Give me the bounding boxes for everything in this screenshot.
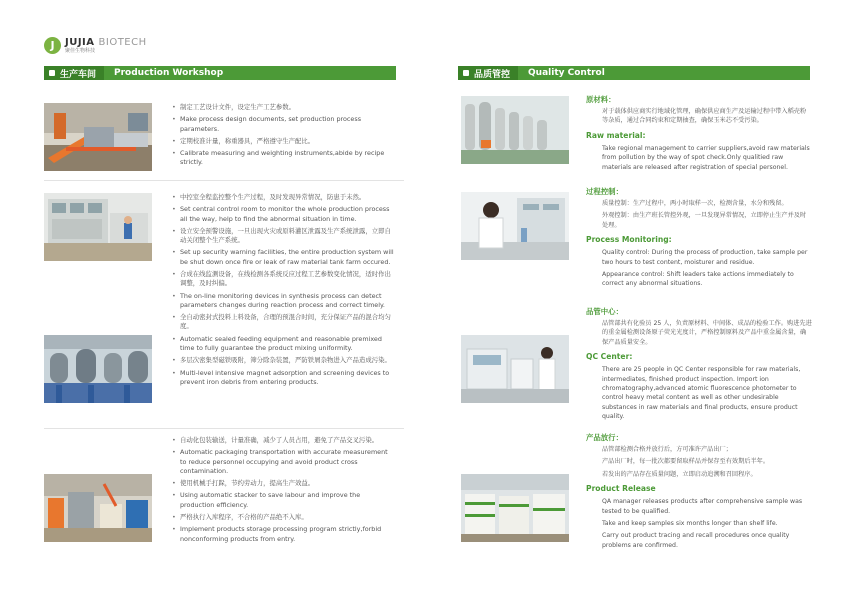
release-cn-text-3: 若发出的产品存在质量问题，立即启动追溯和召回程序。 (602, 470, 757, 478)
qc-center-photo (461, 335, 569, 403)
workshop-item: • 设立安全预警设施，一旦出现火灾或原料灌区泄露及生产系统泄露，立即自动关闭整个生产系统。 (172, 227, 396, 246)
qc-cn-title: 品管中心： (586, 307, 623, 316)
release-cn-text-2: 产品出厂时，每一批次都要留取样品并保存至有效期后半年。 (602, 458, 770, 466)
process-cn-text-2: 外观控制：由生产班长管控外观，一旦发现异常情况，立即停止生产并及时处理。 (602, 212, 807, 229)
workshop-item: • Set up security warning facilities, the entire production system will be shut down once fire or leak of raw material tank farm occured. (172, 248, 396, 267)
raw-material-cn-title: 原材料： (586, 95, 616, 104)
workshop-item: • 自动化包装输送，计量准确，减少了人员占用，避免了产品交叉污染。 (172, 436, 396, 445)
process-monitoring-photo (461, 192, 569, 260)
workshop-item: • 使用机械手打跺，节约劳动力，提高生产效益。 (172, 479, 396, 488)
workshop-conveyor-photo (44, 103, 152, 171)
packaging-line-photo (44, 474, 152, 542)
workshop-item: • 定期校准计量，称重器具，严格遵守生产配比。 (172, 137, 396, 146)
product-release-photo (461, 474, 569, 542)
workshop-item: • 中控室全程监控整个生产过程，及时发现异常情况，防患于未然。 (172, 193, 396, 202)
reactor-equipment-photo (44, 335, 152, 403)
quality-control-header: 品质管控 Quality Control (458, 66, 810, 80)
qc-cn-text: 品管部共有化验员 25 人，负责原材料、中间体、成品的检验工作。购进先进的重金属检测设备原子荧光光度计，严格控制原料及产品中重金属含量，确保产品质量安全。 (602, 320, 812, 346)
raw-material-en-title: Raw material: (586, 130, 646, 140)
divider (44, 428, 404, 429)
logo-cn: 聚佳生物科技 (65, 47, 96, 54)
qc-center-section (586, 306, 812, 424)
product-release-section (586, 432, 812, 553)
workshop-item: • The on-line monitoring devices in synthesis process can detect parameters changes during reaction process and correct timely. (172, 292, 396, 311)
workshop-text-3 (172, 436, 396, 547)
workshop-item: • Make process design documents, set production process parameters. (172, 115, 396, 134)
process-en-text-1: Quality control: During the process of production, take sample per two hours to test content, moisturer and residue. (602, 249, 808, 266)
process-cn-title: 过程控制： (586, 187, 623, 196)
qc-en-text: There are 25 people in QC Center responsible for raw materials, intermediates, finished product inspection. Import ion chromatography,advanced atomic fluorescence photometer to control heavy metal content as well as other undesirable substances in raw materials and final products, ensure product quality. (602, 366, 801, 420)
workshop-item: • Calibrate measuring and weighting instruments,abide by recipe strictly. (172, 149, 396, 168)
process-cn-text-1: 质量控制：生产过程中，两小时取样一次，检测含量，水分和残留。 (602, 200, 788, 208)
release-cn-title: 产品放行： (586, 433, 623, 442)
workshop-item: • 合成在线监测设备，在线检测各系统反应过程工艺参数变化情况，适时作出调整，及时纠偏。 (172, 270, 396, 289)
workshop-item: • Automatic packaging transportation with accurate measurement to reduce personnel occupying and avoid product cross contamination. (172, 448, 396, 476)
process-en-text-2: Appearance control: Shift leaders take actions immediately to correct any abnormal situations. (602, 270, 794, 288)
qc-en-title: QC Center: (586, 352, 633, 361)
release-en-text-1: QA manager releases products after comprehensive sample was tested to be qualified. (602, 498, 803, 515)
process-monitoring-section (586, 186, 812, 292)
workshop-item: • Implement products storage processing program strictly,forbid nonconforming products from entry. (172, 525, 396, 544)
workshop-item: • Automatic sealed feeding equipment and reasonable premixed time to fully guarantee the product mixing uniformity. (172, 335, 396, 354)
header-bullet-icon (463, 70, 469, 76)
raw-material-section (586, 94, 812, 175)
logo-brand: JUJIA BIOTECH (65, 36, 147, 48)
workshop-item: • Set central control room to monitor the whole production process all the way, help to find the abnormal situation in time. (172, 205, 396, 224)
header-bullet-icon (49, 70, 55, 76)
company-logo (44, 37, 147, 54)
workshop-item: • Using automatic stacker to save labour and improve the production efficiency. (172, 491, 396, 510)
release-cn-text-1: 品管部检测合格并放行后，方可准许产品出厂； (602, 446, 732, 454)
workshop-item: • 多层次密集型磁铁吸附，筛分除杂装置，严防铁屑杂物进入产品造成污染。 (172, 356, 396, 365)
release-en-text-3: Carry out product tracing and recall procedures once quality problems are confirmed. (602, 532, 790, 549)
production-workshop-header: 生产车间 Production Workshop (44, 66, 396, 80)
raw-material-cn-text: 对于载体供应商实行地域化管理，确保供应商生产及运输过程中带入稻壳粉等杂质，通过合同约束和定期抽查，确保玉米芯不受污染。 (602, 108, 807, 125)
workshop-text-2 (172, 193, 396, 390)
release-en-text-2: Take and keep samples six months longer than shelf life. (602, 519, 778, 527)
workshop-item: • Multi-level intensive magnet adsorption and screening devices to prevent iron debris from entering products. (172, 369, 396, 388)
logo-mark-icon: J (44, 37, 61, 54)
process-en-title: Process Monitoring: (586, 235, 672, 244)
divider (44, 180, 404, 181)
workshop-item: • 严格执行入库程序，不合格的产品绝不入库。 (172, 513, 396, 522)
control-room-photo (44, 193, 152, 261)
workshop-item: • 全自动密封式投料上料设备，合理的预混合时间，充分保证产品的混合均匀度。 (172, 313, 396, 332)
raw-material-en-text: Take regional management to carrier suppliers,avoid raw materials from pollution by the way of spot check.Only qualitied raw materials are released after registration of special personel. (602, 145, 810, 171)
workshop-item: • 制定工艺设计文件，设定生产工艺参数。 (172, 103, 396, 112)
workshop-text-1 (172, 103, 396, 171)
release-en-title: Product Release (586, 484, 656, 493)
storage-tanks-photo (461, 96, 569, 164)
